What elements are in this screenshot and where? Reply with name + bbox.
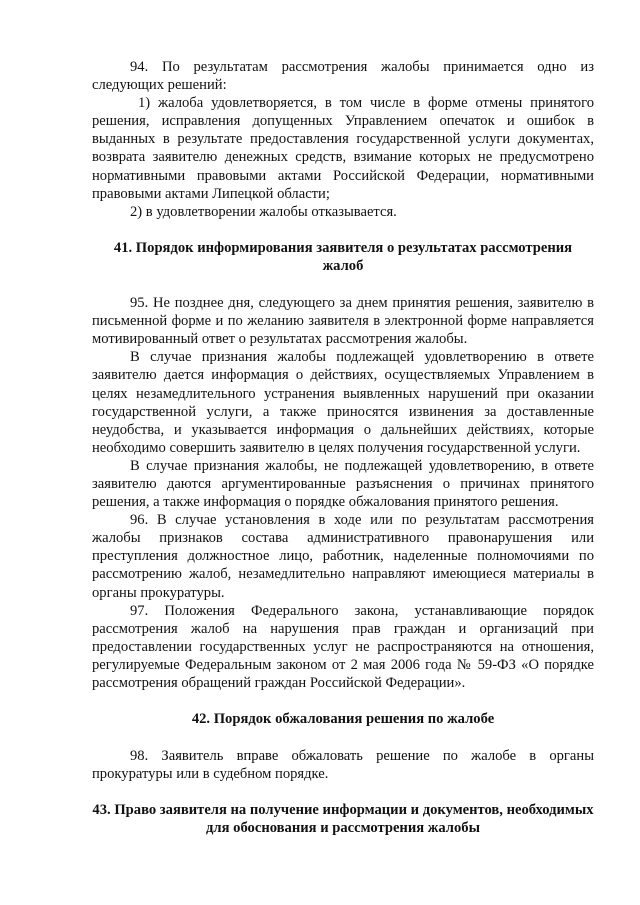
- paragraph-95: 95. Не позднее дня, следующего за днем принятия решения, заявителю в письменной форме и по желанию заявителя в электронной форме направляется мотивированный ответ о результатах рассмотрения жалобы.: [92, 295, 594, 348]
- section-43-heading: 43. Право заявителя на получение информации и документов, необходимых для обоснования и рассмотрения жалобы: [92, 802, 594, 837]
- spacer: [92, 783, 594, 801]
- section-41-heading: 41. Порядок информирования заявителя о результатах рассмотрения жалоб: [113, 239, 573, 274]
- spacer: [92, 692, 594, 710]
- paragraph-96: 96. В случае установления в ходе или по результатам рассмотрения жалобы признаков состава административного правонарушения или преступления должностное лицо, работник, наделенные полномочиями по рассмотрению жалоб, незамедлительно направляют имеющиеся материалы в органы прокуратуры.: [92, 512, 594, 601]
- spacer: [92, 275, 594, 294]
- paragraph-94: 94. По результатам рассмотрения жалобы принимается одно из следующих решений:: [92, 59, 594, 94]
- paragraph-95-case-satisfied: В случае признания жалобы подлежащей удовлетворению в ответе заявителю дается информация о действиях, осуществляемых Управлением в целях незамедлительного устранения выявленных нарушений при оказании государственной услуги, а также приносятся извинения за доставленные неудобства, и указывается информация о дальнейших действиях, которые необходимо совершить заявителю в целях получения государственной услуги.: [92, 349, 594, 456]
- paragraph-97: 97. Положения Федерального закона, устанавливающие порядок рассмотрения жалоб на нарушения прав граждан и организаций при предоставлении государственных услуг не распространяются на отношения, регулируемые Федеральным законом от 2 мая 2006 года № 59-ФЗ «О порядке рассмотрения обращений граждан Российской Федерации».: [92, 602, 594, 691]
- paragraph-94-item-1: 1) жалоба удовлетворяется, в том числе в форме отмены принятого решения, исправления допущенных Управлением опечаток и ошибок в выданных в результате предоставления государственной услуги документах, возврата заявителю денежных средств, взимание которых не предусмотрено нормативными правовыми актами Российской Федерации, нормативными правовыми актами Липецкой области;: [92, 95, 594, 202]
- paragraph-95-case-rejected: В случае признания жалобы, не подлежащей удовлетворению, в ответе заявителю даются аргументированные разъяснения о причинах принятого решения, а также информация о порядке обжалования принятого решения.: [92, 457, 594, 511]
- section-42-heading: 42. Порядок обжалования решения по жалобе: [191, 711, 495, 728]
- spacer: [92, 221, 594, 239]
- paragraph-94-item-2: 2) в удовлетворении жалобы отказывается.: [130, 203, 397, 220]
- paragraph-98: 98. Заявитель вправе обжаловать решение по жалобе в органы прокуратуры или в судебном порядке.: [92, 748, 594, 783]
- spacer: [92, 728, 594, 747]
